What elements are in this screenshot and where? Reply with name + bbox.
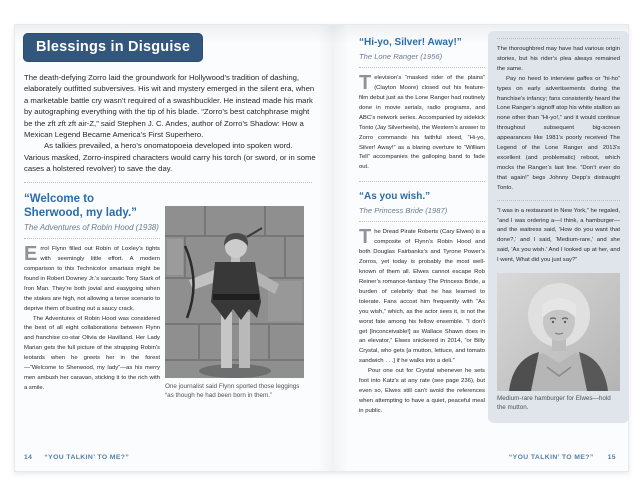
movie-title: The Lone Ranger	[359, 52, 419, 61]
dropcap-letter: T	[359, 72, 372, 95]
robin-hood-section	[24, 193, 160, 394]
intro-paragraph: As talkies prevailed, a hero’s onomatopoeia developed into spoken word. Various masked, Zorro-inspired characters would carry his torch (or sword, or in some cases a holstered revolver) to save the day.	[24, 141, 316, 174]
right-page-footer	[509, 454, 616, 461]
intro-paragraph: The death-defying Zorro laid the groundwork for Hollywood’s tradition of dashing, elaborately outfitted subversives. His wit and mystery emerged in the silent era, when a marketable battle cry wasn’t required of a swashbuckler. He instead made his mark by autographing everything with the tip of his blade. “Zorro’s best catchphrase might be the zft zft zft air-Z,” said Stephen J. C. Andes, author of Zorro’s Shadow: How a Mexican Legend Became America’s First Superhero.	[24, 73, 315, 140]
movie-credit	[359, 206, 485, 216]
movie-year: (1956)	[420, 52, 443, 61]
photo-caption: Medium-rare hamburger for Elwes—hold the mutton.	[497, 395, 611, 411]
section-body	[24, 245, 160, 394]
sidebar-panel	[488, 31, 629, 423]
movie-year: (1938)	[135, 223, 159, 232]
body-paragraph: The Adventures of Robin Hood was considered the best of all eight collaborations between Flynn and franchise co-star Olivia de Havilland. Her Lady Marian gets the full picture of the strapping Robin’s leotards when he greets her in the forest—“Welcome to Sherwood, my lady”—as his merry men ambush her caravan, sticking it to the rich with a smile.	[24, 315, 160, 391]
section-quote-title: “As you wish.”	[359, 191, 431, 203]
dotted-divider	[359, 221, 485, 222]
page-number: 14	[24, 454, 33, 461]
running-head: “YOU TALKIN’ TO ME?”	[508, 454, 594, 461]
dropcap-letter: E	[24, 243, 38, 266]
section-quote-title: “Welcome to Sherwood, my lady.”	[24, 193, 137, 219]
paragraph-text: he Dread Pirate Roberts (Cary Elwes) is a composite of Flynn’s Robin Hood and both Douglas Fairbanks’s and Tyrone Power’s Zorros, yet today is probably the most well-known of them all. Elwes cannot escape Rob Reiner’s romance-fantasy The Princess Bride, a burden of celebrity that he has learned to tolerate. Fans accost him frequently with “As you wish,” which, as the actor sees it, is not the worst fate among his fellow ensemble. “I don’t get [Inconceivable!] as Wallace Shawn does in an elevator,” Elwes snickered in 2014, “or Billy Crystal, who gets [a mutton, lettuce, and tomato sandwich . . .] if he walks into a deli.”	[359, 229, 485, 365]
dotted-divider	[497, 38, 620, 39]
page-gutter	[318, 25, 348, 471]
sidebar-body	[497, 45, 620, 194]
dotted-divider	[24, 238, 160, 239]
section-quote-title: “Hi-yo, Silver! Away!”	[359, 37, 462, 48]
elwes-photo	[497, 273, 620, 391]
robin-hood-figure	[165, 206, 304, 401]
left-page-footer	[24, 454, 129, 461]
dotted-divider	[497, 200, 620, 201]
paragraph-text: elevision’s “masked rider of the plains” (Clayton Moore) closed out his feature-film debut just as the Lone Ranger had routinely done in movie serials, radio programs, and ABC’s network series. Accompanied by sidekick Tonto (Jay Silverheels), the Western’s answer to Zorro commands his faithful steed, “Hi-yo, Silver! Away!” as a blaring overture to “William Tell” accompanies the galloping band to fade out.	[359, 75, 485, 171]
robin-hood-photo	[165, 206, 304, 378]
chapter-title: Blessings in Disguise	[36, 39, 191, 55]
lone-ranger-section	[359, 37, 485, 173]
body-paragraph: Pour one out for Crystal whenever he sets foot into Katz’s at any rate (see page 236), but even so, Elwes still can’t avoid the references when attempting to have a quiet, peaceful meal in public.	[359, 368, 485, 414]
dotted-divider	[359, 67, 485, 68]
section-body	[359, 228, 485, 416]
elwes-quote: “I was in a restaurant in New York,” he regaled, “and I was ordering a—I think, a hamburger—and the waitress said, ‘How do you want that done?,’ and I said, ‘Medium-rare,’ and she said, ‘As you wish.’ And I looked up at her, and I went, What did you just say?”	[497, 207, 620, 264]
movie-year: (1987)	[425, 206, 448, 216]
sidebar-paragraph: Pay no heed to interview gaffes or “hi-ho” types on early advertisements during the franchise’s infancy; fans consistently heard the Lone Ranger’s signoff atop his white stallion as none other than “Hi-yo!,” and it would continue throughout subsequent big-screen appearances like 1981’s poorly received The Legend of the Lone Ranger and 2013’s excellent (and problematic) reboot, which mocks the Ranger’s last line. “Don’t ever do that again!” begs Johnny Depp’s distraught Tonto.	[497, 75, 620, 191]
movie-credit	[24, 223, 160, 233]
body-paragraph	[359, 228, 485, 367]
dotted-divider	[359, 181, 485, 182]
dotted-divider	[24, 182, 312, 183]
movie-credit	[359, 52, 485, 62]
chapter-title-banner	[23, 33, 203, 62]
right-page-main-column	[359, 37, 485, 417]
running-head: “YOU TALKIN’ TO ME?”	[44, 454, 130, 461]
chapter-intro	[24, 72, 318, 175]
movie-title: The Princess Bride	[359, 206, 424, 216]
dropcap-letter: T	[359, 226, 372, 249]
body-paragraph	[359, 74, 485, 173]
paragraph-text: rrol Flynn filled out Robin of Loxley’s tights with seemingly little effort. A modern comparison to this Technicolor smartass might be found in Robert Downey Jr.’s sarcastic Tony Stark of Iron Man. They’re both jovial and easygoing when the stakes are high, not allowing a tense scenario to deprive them of busting out a saucy crack.	[24, 246, 160, 312]
body-paragraph	[24, 245, 160, 314]
sidebar-paragraph: The thoroughbred may have had various origin stories, but his rider’s plea always remained the same.	[497, 46, 620, 72]
movie-title: The Adventures of Robin Hood	[24, 223, 134, 232]
page-number: 15	[607, 454, 616, 461]
photo-caption: One journalist said Flynn sported those leggings “as though he had been born in them.”	[165, 383, 300, 399]
book-spread	[14, 24, 629, 472]
princess-bride-section	[359, 191, 485, 416]
section-body	[359, 74, 485, 173]
